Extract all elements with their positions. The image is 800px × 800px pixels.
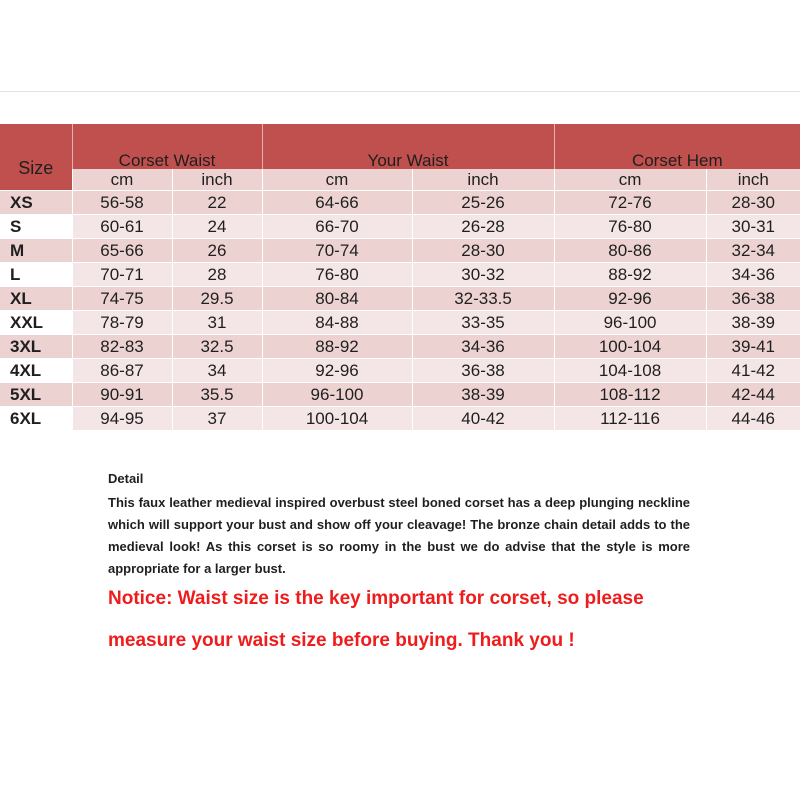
- table-cell: 70-71: [72, 263, 172, 287]
- table-row: [0, 359, 800, 383]
- table-cell: 100-104: [262, 407, 412, 431]
- detail-title: Detail: [108, 471, 144, 486]
- table-cell: 76-80: [554, 215, 706, 239]
- table-cell: 80-84: [262, 287, 412, 311]
- size-label: 6XL: [0, 407, 72, 431]
- table-cell: 39-41: [706, 335, 800, 359]
- group-header-your-waist: Your Waist: [262, 124, 554, 169]
- table-cell: 34-36: [706, 263, 800, 287]
- table-row: [0, 407, 800, 431]
- table-cell: 74-75: [72, 287, 172, 311]
- table-cell: 64-66: [262, 191, 412, 215]
- table-cell: 30-31: [706, 215, 800, 239]
- size-rows: [0, 191, 800, 431]
- table-cell: 34-36: [412, 335, 554, 359]
- detail-section: [108, 470, 690, 580]
- table-cell: 112-116: [554, 407, 706, 431]
- table-cell: 88-92: [262, 335, 412, 359]
- table-cell: 25-26: [412, 191, 554, 215]
- table-cell: 42-44: [706, 383, 800, 407]
- table-cell: 36-38: [412, 359, 554, 383]
- size-chart-table: [0, 124, 800, 430]
- unit-header: inch: [706, 169, 800, 191]
- table-cell: 96-100: [554, 311, 706, 335]
- notice-line-1: Notice: Waist size is the key important for corset, so please: [108, 588, 644, 609]
- table-cell: 76-80: [262, 263, 412, 287]
- table-cell: 31: [172, 311, 262, 335]
- unit-header: inch: [412, 169, 554, 191]
- table-cell: 96-100: [262, 383, 412, 407]
- notice-line-2: measure your waist size before buying. Thank you !: [108, 630, 575, 651]
- table-cell: 37: [172, 407, 262, 431]
- size-label: L: [0, 263, 72, 287]
- size-label: 3XL: [0, 335, 72, 359]
- table-cell: 104-108: [554, 359, 706, 383]
- table-cell: 32-33.5: [412, 287, 554, 311]
- table-row: [0, 383, 800, 407]
- table-row: [0, 191, 800, 215]
- table-cell: 36-38: [706, 287, 800, 311]
- table-row: [0, 215, 800, 239]
- group-header-row: [0, 124, 800, 169]
- size-label: XS: [0, 191, 72, 215]
- unit-header: inch: [172, 169, 262, 191]
- table-cell: 28-30: [706, 191, 800, 215]
- table-cell: 44-46: [706, 407, 800, 431]
- size-label: S: [0, 215, 72, 239]
- table-cell: 28-30: [412, 239, 554, 263]
- table-cell: 90-91: [72, 383, 172, 407]
- table-cell: 40-42: [412, 407, 554, 431]
- table-cell: 28: [172, 263, 262, 287]
- table-cell: 72-76: [554, 191, 706, 215]
- group-header-corset-waist: Corset Waist: [72, 124, 262, 169]
- unit-header: cm: [72, 169, 172, 191]
- size-label: M: [0, 239, 72, 263]
- table-cell: 32.5: [172, 335, 262, 359]
- table-row: [0, 263, 800, 287]
- table-cell: 108-112: [554, 383, 706, 407]
- size-label: 4XL: [0, 359, 72, 383]
- divider: [0, 91, 800, 92]
- table-row: [0, 311, 800, 335]
- table-cell: 65-66: [72, 239, 172, 263]
- table-cell: 100-104: [554, 335, 706, 359]
- table-cell: 22: [172, 191, 262, 215]
- unit-header: cm: [554, 169, 706, 191]
- table-cell: 29.5: [172, 287, 262, 311]
- table-cell: 35.5: [172, 383, 262, 407]
- table-cell: 82-83: [72, 335, 172, 359]
- table-cell: 86-87: [72, 359, 172, 383]
- table-cell: 38-39: [412, 383, 554, 407]
- table-cell: 78-79: [72, 311, 172, 335]
- unit-header-row: [0, 169, 800, 191]
- table-cell: 88-92: [554, 263, 706, 287]
- size-column-header: Size: [0, 124, 72, 191]
- size-label: XL: [0, 287, 72, 311]
- table-cell: 94-95: [72, 407, 172, 431]
- table-cell: 56-58: [72, 191, 172, 215]
- table-cell: 24: [172, 215, 262, 239]
- table-row: [0, 335, 800, 359]
- table-cell: 26-28: [412, 215, 554, 239]
- size-label: XXL: [0, 311, 72, 335]
- table-cell: 70-74: [262, 239, 412, 263]
- table-cell: 33-35: [412, 311, 554, 335]
- table-cell: 32-34: [706, 239, 800, 263]
- unit-header: cm: [262, 169, 412, 191]
- table-cell: 60-61: [72, 215, 172, 239]
- table-row: [0, 287, 800, 311]
- group-header-corset-hem: Corset Hem: [554, 124, 800, 169]
- table-cell: 41-42: [706, 359, 800, 383]
- table-cell: 30-32: [412, 263, 554, 287]
- table-cell: 26: [172, 239, 262, 263]
- table-cell: 66-70: [262, 215, 412, 239]
- table-row: [0, 239, 800, 263]
- table-cell: 38-39: [706, 311, 800, 335]
- size-label: 5XL: [0, 383, 72, 407]
- table-cell: 84-88: [262, 311, 412, 335]
- detail-description: This faux leather medieval inspired overbust steel boned corset has a deep plunging neckline which will support your bust and show off your cleavage! The bronze chain detail adds to the medieval look! As this corset is so roomy in the bust we do advise that the style is more appropriate for a larger bust.: [108, 495, 690, 576]
- table-cell: 34: [172, 359, 262, 383]
- notice-section: [108, 584, 728, 656]
- table-cell: 92-96: [262, 359, 412, 383]
- table-cell: 80-86: [554, 239, 706, 263]
- table-cell: 92-96: [554, 287, 706, 311]
